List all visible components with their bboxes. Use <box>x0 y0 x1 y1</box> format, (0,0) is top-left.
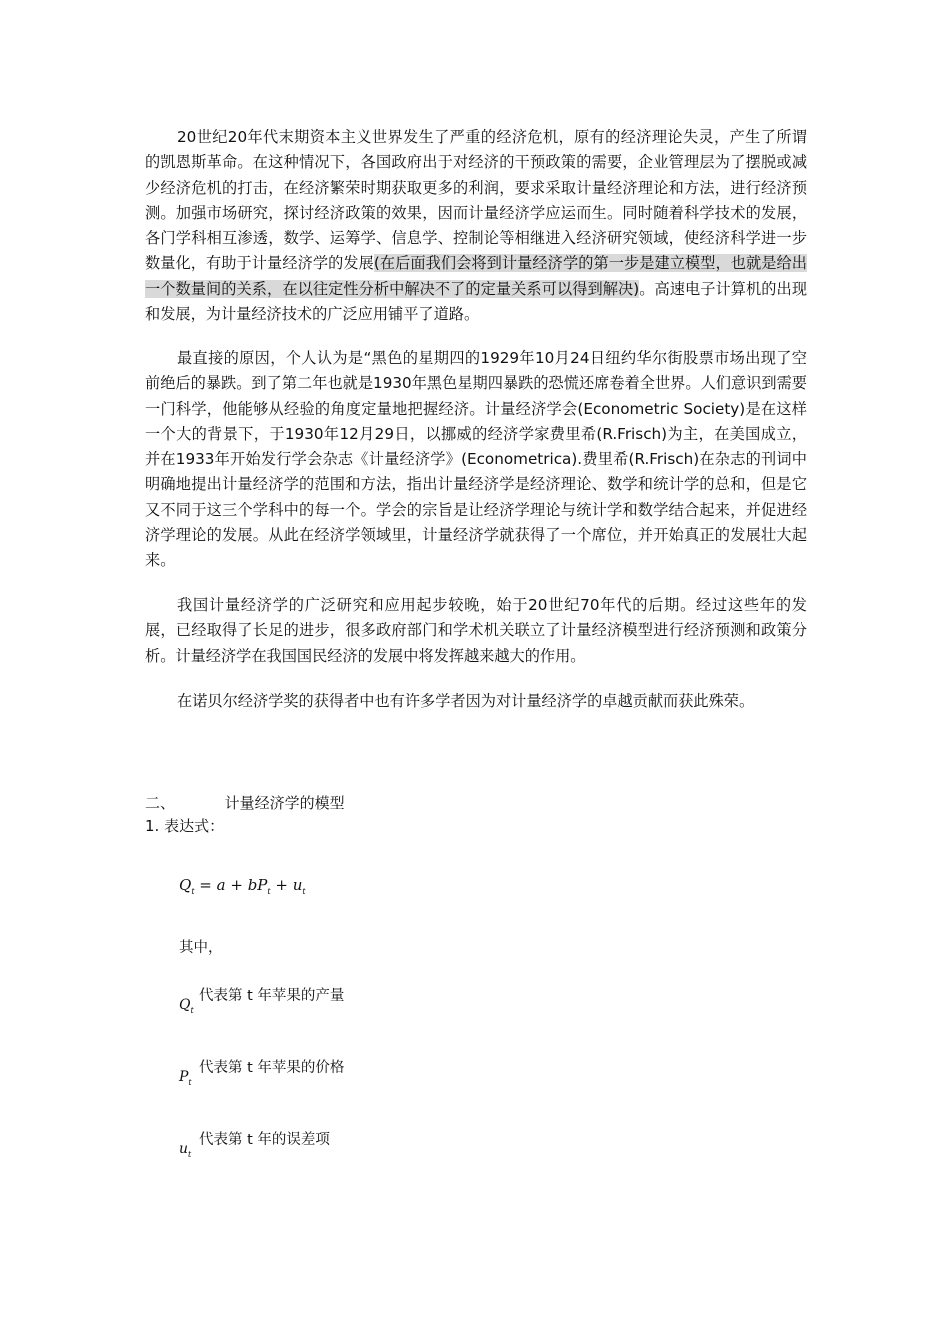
symbol-u: $u_t$ <box>179 1141 192 1159</box>
section-heading <box>145 792 345 814</box>
symbol-p: $P_t$ <box>179 1069 192 1087</box>
paragraph-text: 。高速电子计算机的出现和发展，为计量经济技术的广泛应用铺平了道路。 <box>145 279 808 324</box>
paragraph-direct-cause: 最直接的原因，个人认为是“黑色的星期四的1929年10月24日纽约华尔街股票市场出现了空前绝后的暴跌。到了第二年也就是1930年黑色星期四暴跌的恐慌还席卷着全世界。人们意识到需要一门科学，他能够从经验的角度定量地把握经济。计量经济学会(Econometric Society)是在这样一个大的背景下，于1930年12月29日，以挪威的经济学家费里希(R.Frisch)为主，在美国成立，并在1933年开始发行学会杂志《计量经济学》(Econometrica).费里希(R.Frisch)在杂志的刊词中明确地提出计量经济学的范围和方法，指出计量经济学是经济理论、数学和统计学的总和，但是它又不同于这三个学科中的每一个。学会的宗旨是让经济学理论与统计学和数学结合起来，并促进经济学理论的发展。从此在经济学领域里，计量经济学就获得了一个席位，并开始真正的发展壮大起来。 <box>145 349 807 570</box>
subsection-heading <box>145 815 224 837</box>
paragraph-china: 我国计量经济学的广泛研究和应用起步较晚，始于20世纪70年代的后期。经过这些年的发展，已经取得了长足的进步，很多政府部门和学术机关联立了计量经济模型进行经济预测和政策分析。计量经济学在我国国民经济的发展中将发挥越来越大的作用。 <box>145 596 807 665</box>
symbol-q: $Q_t$ <box>179 997 194 1015</box>
paragraph-nobel: 在诺贝尔经济学奖的获得者中也有许多学者因为对计量经济学的卓越贡献而获此殊荣。 <box>177 692 755 710</box>
definition-p: 代表第 t 年苹果的价格 <box>199 1060 345 1076</box>
subsection-number: 1. <box>145 817 160 835</box>
highlighted-text: (在后面我们会将到计量经济学的第一步是建立模型，也就是给出一个数量间的关系，在以往定性分析中解决不了的定量关系可以得到解决) <box>145 254 807 298</box>
definition-u: 代表第 t 年的误差项 <box>199 1132 330 1148</box>
model-formula: $Q_t = a + bP_t + u_t$ <box>179 876 306 896</box>
paragraph-text: 20世纪20年代末期资本主义世界发生了严重的经济危机，原有的经济理论失灵，产生了所谓的凯恩斯革命。在这种情况下，各国政府出于对经济的干预政策的需要，企业管理层为了摆脱或减少经济危机的打击，在经济繁荣时期获取更多的利润，要求采取计量经济理论和方法，进行经济预测。加强市场研究，探讨经济政策的效果，因而计量经济学应运而生。同时随着科学技术的发展，各门学科相互渗透，数学、运筹学、信息学、控制论等相继进入经济研究领域，使经济科学进一步数量化，有助于计量经济学的发展 <box>145 128 807 273</box>
definition-q: 代表第 t 年苹果的产量 <box>199 988 345 1004</box>
section-number: 二、 <box>145 794 176 812</box>
paragraph-history <box>145 125 807 327</box>
section-title: 计量经济学的模型 <box>224 794 345 812</box>
where-label: 其中， <box>179 940 223 956</box>
subsection-title: 表达式： <box>164 817 225 835</box>
